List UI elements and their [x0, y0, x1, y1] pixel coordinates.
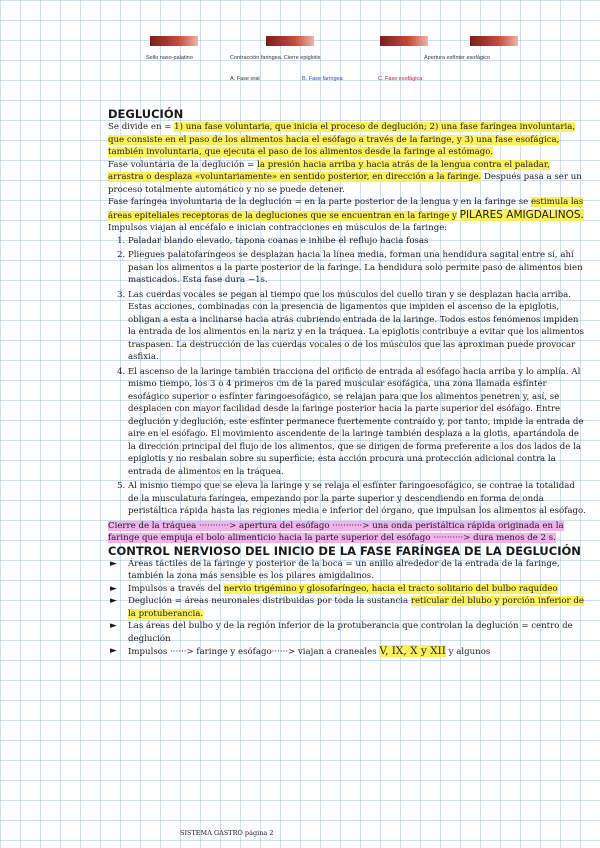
- dotted-arrow: ···········>: [199, 520, 240, 531]
- pharyngeal-highlight: estimula las áreas epiteliales receptoras de la degluciones que se encuentran en la faringe y: [108, 197, 584, 221]
- nerve-highlight: nervio trigémino y glosofaríngeo, hacia el tracto solitario del bulbo raquídeo: [223, 583, 558, 594]
- intro-paragraph: Se divide en = 1) una fase voluntaria, que inicia el proceso de deglución; 2) una fase faríngea involuntaria, que consiste en el paso de los alimentos hacia el esófago a través de la faringe, y 3) una fase esofágica, también involuntaria, que ejecuta el paso de los alimentos desde la faringe al estómago.: [108, 122, 576, 157]
- figure-caption-b: Contracción faringea. Cierre epiglotis: [230, 55, 321, 61]
- arrow-bullet-icon: ►: [110, 596, 117, 606]
- figure-illustration-b: [266, 36, 314, 46]
- figure-legend-b: B. Fase faríngea: [302, 76, 343, 82]
- list-item: ► Áreas táctiles de la faringe y posterior de la boca = un anillo alrededor de la entrada de la faringe, también la zona más sensible es los pilares amigdalinos.: [110, 558, 560, 581]
- list-item: 5. Al mismo tiempo que se eleva la laringe y se relaja el esfínter faringoesofágico, se contrae la totalidad de la musculatura faríngea, empezando por la parte superior y descendiendo en forma de onda peristáltica rápida hasta las regiones media e inferior del órgano, que impulsan los alimentos al esófago.: [128, 480, 586, 518]
- summary-paragraph: Cierre de la tráquea ···········> apertura del esófago ···········> una onda peristáltica rápida originada en la faringe que empuja el bolo alimenticio hacia la parte superior del esófago ···········> dura menos de 2 s.: [108, 520, 564, 543]
- figure-illustration-a: [150, 36, 198, 46]
- list-item: ► Impulsos a través del nervio trigémino y glosofaríngeo, hacia el tracto solitario del bulbo raquídeo: [110, 583, 558, 594]
- arrow-bullet-icon: ►: [110, 646, 117, 656]
- dotted-arrow: ···········>: [433, 533, 474, 543]
- list-item: 1. Paladar blando elevado, tapona coanas e inhibe el reflujo hacia fosas: [128, 235, 586, 248]
- figure-illustration-d: [470, 36, 518, 46]
- voluntary-paragraph: Fase voluntaria de la deglución = la presión hacia arriba y hacia atrás de la lengua contra el paladar, arrastra o desplaza «voluntariamente» en sentido posterior, en dirección a la faringe. Después pasa a ser un proceso totalmente automático y no se puede detener.: [108, 159, 582, 195]
- deglutition-figure: [0, 0, 600, 92]
- pharyngeal-steps-list: [108, 235, 586, 518]
- control-title: CONTROL NERVIOSO DEL INICIO DE LA FASE FARÍNGEA DE LA DEGLUCIÓN: [108, 543, 581, 558]
- dotted-arrow: ···········>: [332, 520, 373, 531]
- page-content: [108, 108, 586, 659]
- control-list: [108, 558, 586, 659]
- arrow-bullet-icon: ►: [110, 621, 117, 631]
- pilares-highlight: PILARES AMIGDALINOS.: [459, 208, 584, 221]
- reticular-highlight: reticular del blubo y porción inferior de la protuberancia.: [128, 596, 584, 619]
- arrow-bullet-icon: ►: [110, 583, 117, 594]
- phases-highlight: 1) una fase voluntaria, que inicia el proceso de deglución; 2) una fase faríngea involuntaria, que consiste en el paso de los alimentos hacia el esófago a través de la faringe, y 3) una fase esofágica, también involuntaria, que ejecuta el paso de los alimentos desde la faringe al estómago.: [108, 122, 576, 157]
- list-item: 2. Pliegues palatofaríngeos se desplazan hacia la línea media, forman una hendidura sagital entre sí, ahí pasan los alimentos a la parte posterior de la faringe. La hendidura solo permite paso de alimentos bien masticados. Esta fase dura ~1s.: [128, 249, 586, 287]
- figure-caption-c: Apertura esfínter esofágico: [424, 55, 491, 61]
- figure-legend-a: A. Fase oral: [230, 76, 260, 82]
- figure-illustration-c: [380, 36, 428, 46]
- list-item: ► Deglución = áreas neuronales distribuidas por toda la sustancia reticular del blubo y porción inferior de la protuberancia.: [110, 596, 584, 619]
- list-item: 3. Las cuerdas vocales se pegan al tiempo que los músculos del cuello tiran y se desplazan hacia arriba. Estas acciones, combinadas con la presencia de ligamentos que impiden el ascenso de la epiglotis, obligan a esta a inclinarse hacia atrás cubriendo entrada de la laringe. Todos estos fenómenos impiden la entrada de los alimentos en la nariz y en la tráquea. La epiglotis contribuye a evitar que los alimentos traspasen. La destrucción de las cuerdas vocales o de los músculos que las aproximan puede provocar asfixia.: [128, 289, 586, 364]
- list-item: ► Las áreas del bulbo y de la región inferior de la protuberancia que controlan la deglución = centro de deglución: [110, 621, 573, 644]
- voluntary-highlight: la presión hacia arriba y hacia atrás de la lengua contra el paladar, arrastra o desplaza «voluntariamente» en sentido posterior, en dirección a la faringe.: [108, 159, 550, 182]
- arrow-bullet-icon: ►: [110, 558, 117, 569]
- figure-caption-a: Sello naso-palatino: [146, 55, 193, 61]
- page-footer: SISTEMA GASTRO página 2: [180, 829, 274, 837]
- pharyngeal-paragraph: Fase faríngea involuntaria de la deglución = en la parte posterior de la lengua y en la faringe se estimula las áreas epiteliales receptoras de la degluciones que se encuentran en la faringe y PILARES AMIGDALINOS. Impulsos viajan al encéfalo e inician contracciones en músculos de la faringe:: [108, 197, 584, 233]
- page-title: DEGLUCIÓN: [108, 107, 184, 121]
- cranial-nerves-highlight: V, IX, X y XII: [379, 645, 446, 657]
- list-item: 4. El ascenso de la laringe también tracciona del orificio de entrada al esófago hacia arriba y lo amplía. Al mismo tiempo, los 3 o 4 primeros cm de la pared muscular esofágica, una zona llamada esfínter esofágico superior o esfínter faringoesofágico, se relajan para que los alimentos penetren y, así, se desplacen con mayor facilidad desde la faringe posterior hacia la parte superior del esófago. Entre deglución y deglución, este esfínter permanece fuertemente contraído y, por tanto, impide la entrada de aire en el esófago. El movimiento ascendente de la laringe también desplaza a la glotis, apartándola de la dirección principal del flujo de los alimentos, que se dirigen de forma preferente a los dos lados de la epiglotis y no resbalan sobre su superficie; esta acción procura una protección adicional contra la entrada de alimentos en la tráquea.: [128, 366, 586, 479]
- list-item: ► Impulsos ······> faringe y esófago······> viajan a craneales V, IX, X y XII y algunos: [110, 645, 491, 657]
- figure-legend-c: C. Fase esofágica: [378, 76, 423, 82]
